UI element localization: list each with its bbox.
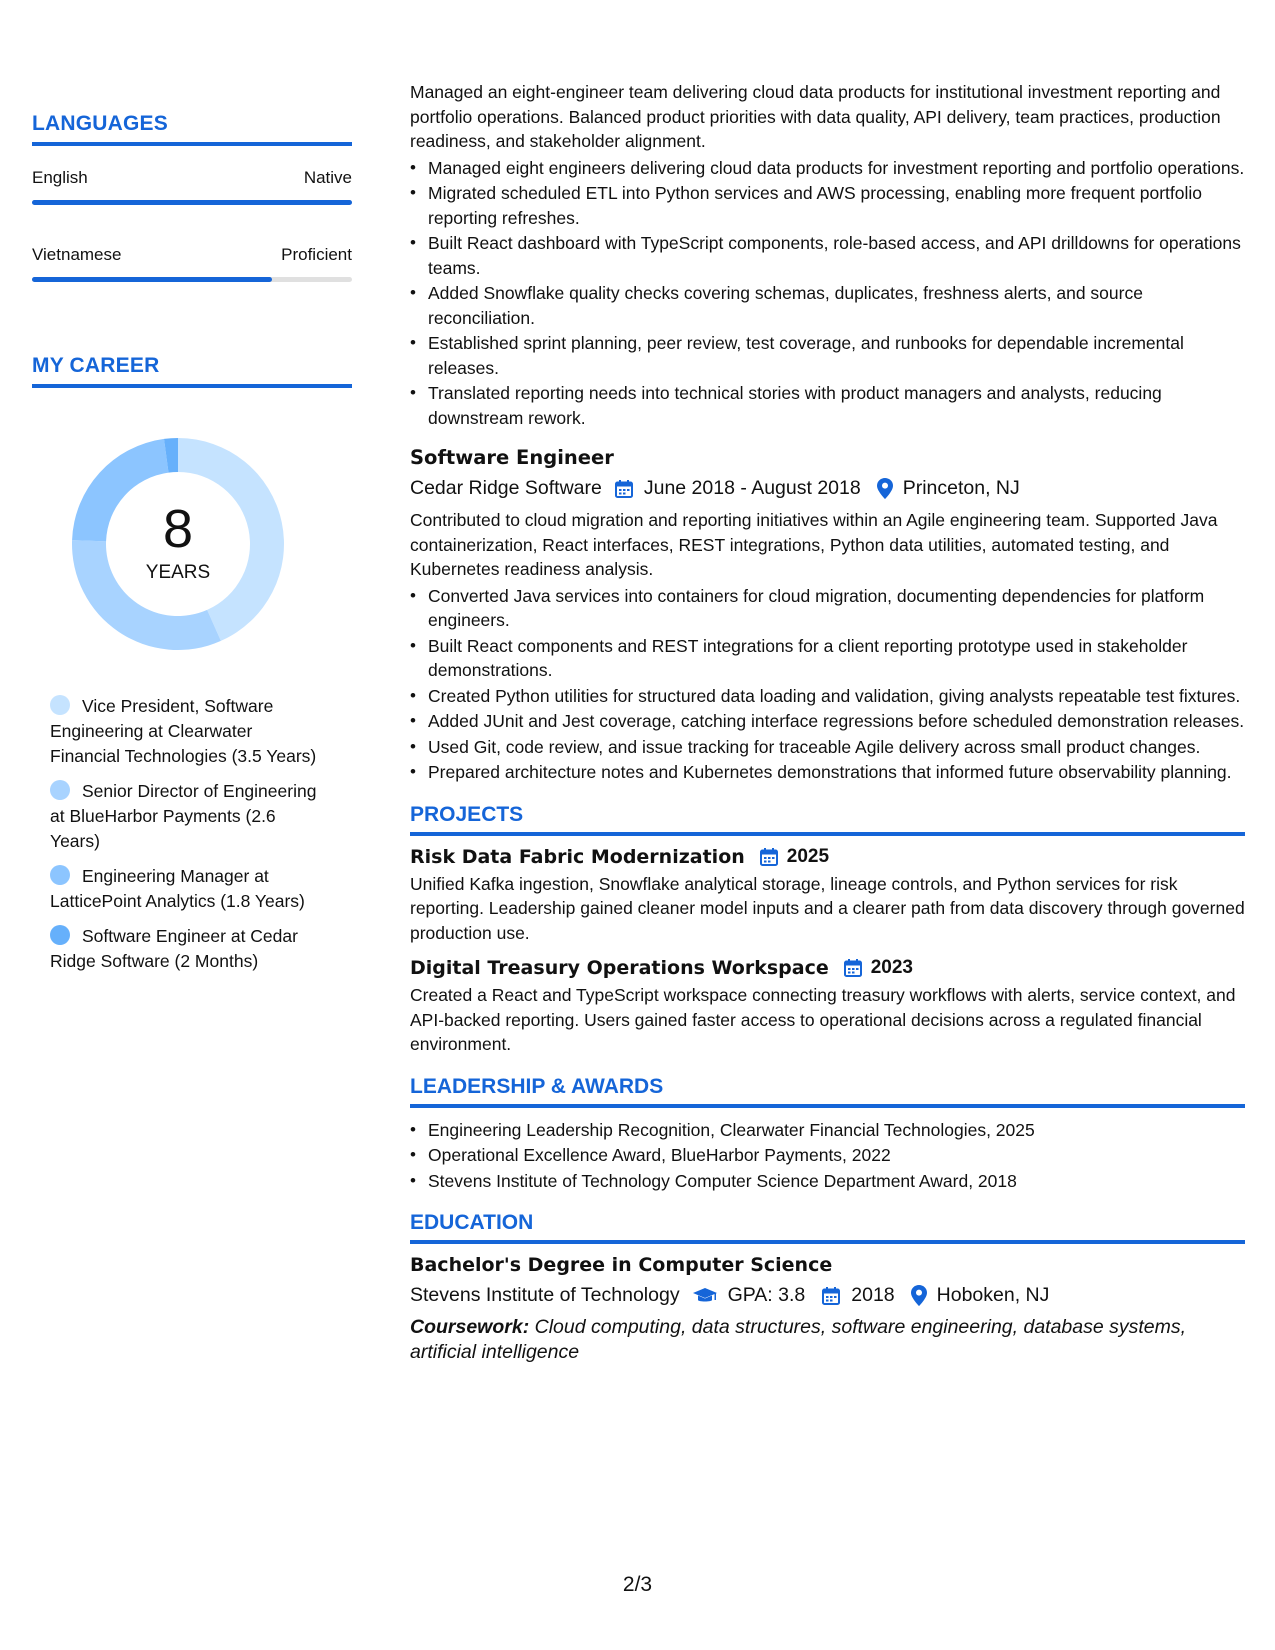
calendar-icon — [821, 1286, 841, 1306]
job-company: Cedar Ridge Software — [410, 477, 602, 499]
legend-label: Software Engineer at Cedar Ridge Software (2 Months) — [50, 926, 298, 971]
education-gpa: GPA: 3.8 — [727, 1284, 806, 1306]
education-meta — [410, 1284, 1245, 1307]
award-item: • Engineering Leadership Recognition, Clearwater Financial Technologies, 2025 — [410, 1118, 1245, 1143]
job-bullet: • Added JUnit and Jest coverage, catching interface regressions before scheduled demonstration releases. — [410, 709, 1245, 734]
main-content — [410, 80, 1245, 1364]
job-bullet: • Built React components and REST integrations for a client reporting prototype used in stakeholder demonstrations. — [410, 634, 1245, 683]
job-bullet: • Used Git, code review, and issue tracking for traceable Agile delivery across small product changes. — [410, 735, 1245, 760]
job-meta — [410, 477, 1245, 500]
career-years-label: YEARS — [145, 562, 211, 583]
language-name: English — [32, 168, 88, 187]
job-bullet: • Converted Java services into containers for cloud migration, documenting dependencies for platform engineers. — [410, 584, 1245, 633]
coursework-label: Coursework: — [410, 1316, 530, 1338]
legend-dot — [50, 780, 70, 800]
job-description: Managed an eight-engineer team delivering cloud data products for institutional investment reporting and portfolio operations. Balanced product priorities with data quality, API delivery, team practices, production readiness, and stakeholder alignment. — [410, 82, 1221, 151]
career-legend-item — [50, 864, 320, 914]
job-description: Contributed to cloud migration and reporting initiatives within an Agile engineering team. Supported Java containerization, React interfaces, REST integrations, Python data utilities, automated testing, and Kubernetes readiness analysis. — [410, 510, 1218, 579]
career-donut-chart — [62, 428, 294, 660]
legend-dot — [50, 865, 70, 885]
award-item: • Operational Excellence Award, BlueHarbor Payments, 2022 — [410, 1143, 1245, 1168]
awards-heading: LEADERSHIP & AWARDS — [410, 1075, 1245, 1108]
sidebar — [32, 112, 352, 984]
job-bullet: • Translated reporting needs into technical stories with product managers and analysts, reducing downstream rework. — [410, 381, 1245, 430]
location-pin-icon — [911, 1285, 927, 1306]
calendar-icon — [614, 479, 634, 499]
project-name: Risk Data Fabric Modernization — [410, 845, 745, 868]
awards-list — [410, 1118, 1245, 1194]
education-year: 2018 — [851, 1284, 895, 1306]
legend-label: Engineering Manager at LatticePoint Analytics (1.8 Years) — [50, 866, 305, 911]
page-number: 2/3 — [622, 1573, 653, 1596]
award-item: • Stevens Institute of Technology Computer Science Department Award, 2018 — [410, 1169, 1245, 1194]
language-name: Vietnamese — [32, 245, 122, 264]
project-name: Digital Treasury Operations Workspace — [410, 957, 829, 979]
job-bullet: • Established sprint planning, peer review, test coverage, and runbooks for dependable incremental releases. — [410, 331, 1245, 380]
legend-label: Vice President, Software Engineering at Clearwater Financial Technologies (3.5 Years) — [50, 696, 317, 766]
language-item — [32, 245, 352, 282]
legend-dot — [50, 695, 70, 715]
education-location: Hoboken, NJ — [936, 1284, 1050, 1306]
legend-dot — [50, 925, 70, 945]
languages-heading: LANGUAGES — [32, 112, 352, 146]
career-legend-item — [50, 779, 320, 854]
project-year: 2025 — [786, 845, 830, 867]
job-dates: June 2018 - August 2018 — [643, 477, 861, 499]
job-bullets — [410, 156, 1245, 431]
job-bullets — [410, 584, 1245, 785]
education-school: Stevens Institute of Technology — [410, 1284, 680, 1306]
project-description: Unified Kafka ingestion, Snowflake analytical storage, lineage controls, and Python services for risk reporting. Leadership gained cleaner model inputs and a clearer path from data discovery through governed production use. — [410, 873, 1245, 943]
calendar-icon — [843, 958, 863, 978]
project-item — [410, 846, 1245, 946]
language-level: Proficient — [281, 245, 352, 264]
legend-label: Senior Director of Engineering at BlueHarbor Payments (2.6 Years) — [50, 781, 317, 851]
job-location: Princeton, NJ — [902, 477, 1020, 499]
job-bullet: • Added Snowflake quality checks covering schemas, duplicates, freshness alerts, and source reconciliation. — [410, 281, 1245, 330]
education-heading: EDUCATION — [410, 1211, 1245, 1244]
language-item — [32, 168, 352, 205]
coursework-text: Cloud computing, data structures, software engineering, database systems, artificial intelligence — [410, 1316, 1187, 1363]
job-bullet: • Created Python utilities for structured data loading and validation, giving analysts repeatable test fixtures. — [410, 684, 1245, 709]
job-bullet: • Managed eight engineers delivering cloud data products for investment reporting and portfolio operations. — [410, 156, 1245, 181]
location-pin-icon — [877, 478, 893, 499]
career-years-total: 8 — [162, 499, 194, 559]
calendar-icon — [759, 847, 779, 867]
job-bullet: • Migrated scheduled ETL into Python services and AWS processing, enabling more frequent portfolio reporting refreshes. — [410, 181, 1245, 230]
education-coursework — [410, 1315, 1245, 1364]
project-description: Created a React and TypeScript workspace connecting treasury workflows with alerts, service context, and API-backed reporting. Users gained faster access to operational decisions across a regulated financial environment. — [410, 985, 1236, 1054]
language-level: Native — [303, 168, 352, 187]
education-degree: Bachelor's Degree in Computer Science — [410, 1254, 833, 1276]
project-item — [410, 957, 1245, 1057]
job-bullet: • Built React dashboard with TypeScript components, role-based access, and API drilldowns for operations teams. — [410, 231, 1245, 280]
graduation-cap-icon — [692, 1287, 718, 1305]
job-bullet: • Prepared architecture notes and Kubernetes demonstrations that informed future observability planning. — [410, 760, 1245, 785]
career-legend-item — [50, 694, 320, 769]
projects-heading: PROJECTS — [410, 803, 1245, 836]
project-year: 2023 — [870, 957, 914, 978]
career-legend — [50, 694, 320, 974]
career-legend-item — [50, 924, 320, 974]
job-title: Software Engineer — [410, 446, 614, 469]
career-heading: MY CAREER — [32, 354, 352, 388]
